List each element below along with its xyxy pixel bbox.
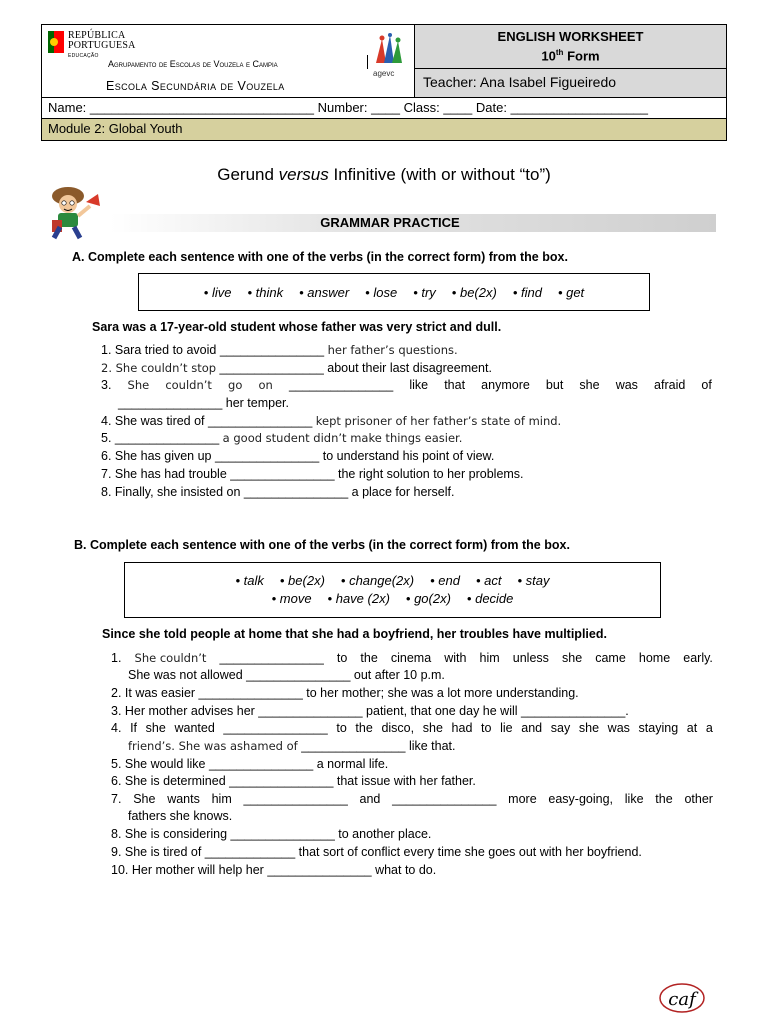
worksheet-title: ENGLISH WORKSHEET <box>497 29 644 44</box>
exercise-a-5[interactable]: 5. _______________ a good student didn’t make things easier. <box>101 431 463 445</box>
verb-item: • think <box>247 285 284 300</box>
worksheet-title-cell <box>415 25 726 69</box>
verb-item: • go(2x) <box>405 591 451 606</box>
verb-item: • be(2x) <box>451 285 497 300</box>
verb-item: • find <box>512 285 542 300</box>
portugal-flag-icon <box>48 31 64 53</box>
verb-item: • have (2x) <box>327 591 390 606</box>
module-band: Module 2: Global Youth <box>42 119 726 140</box>
exercise-a-3-cont[interactable]: _______________ her temper. <box>118 396 289 410</box>
exercise-b-3[interactable]: 3. Her mother advises her _______________ patient, that one day he will _______________. <box>111 704 629 718</box>
exercise-b-7[interactable]: 7. She wants him _______________ and _______________ more easy-going, like the other <box>111 792 713 806</box>
section-b-instruction: B. Complete each sentence with one of the verbs (in the correct form) from the box. <box>74 538 570 552</box>
section-a-verb-box <box>138 273 650 311</box>
verb-item: • answer <box>299 285 350 300</box>
verb-item: • live <box>203 285 232 300</box>
section-b-verb-box <box>124 562 661 618</box>
exercise-a-3[interactable]: 3. She couldn’t go on _______________ like that anymore but she was afraid of <box>101 378 712 392</box>
exercise-a-7[interactable]: 7. She has had trouble _______________ the right solution to her problems. <box>101 467 524 481</box>
exercise-b-2[interactable]: 2. It was easier _______________ to her mother; she was a lot more understanding. <box>111 686 579 700</box>
exercise-b-4[interactable]: 4. If she wanted _______________ to the disco, she had to lie and say she was staying at a <box>111 721 713 735</box>
exercise-a-2[interactable]: 2. She couldn’t stop _______________ about their last disagreement. <box>101 361 492 375</box>
verb-item: • be(2x) <box>279 573 325 588</box>
verb-item: • move <box>271 591 312 606</box>
exercise-b-7-cont[interactable]: fathers she knows. <box>128 809 233 823</box>
exercise-a-4[interactable]: 4. She was tired of _______________ kept prisoner of her father’s state of mind. <box>101 414 562 428</box>
agevc-logo-icon <box>372 33 406 69</box>
exercise-b-4-cont[interactable]: friend’s. She was ashamed of _______________ like that. <box>128 739 456 753</box>
republic-logo-text: REPÚBLICA PORTUGUESA <box>68 30 136 51</box>
school-info <box>42 25 415 97</box>
school-group-name: Agrupamento de Escolas de Vouzela e Campia <box>108 59 278 69</box>
republic-logo-subtitle: EDUCAÇÃO <box>68 53 99 59</box>
verb-item: • stay <box>517 573 550 588</box>
exercise-b-6[interactable]: 6. She is determined _______________ that issue with her father. <box>111 774 476 788</box>
section-a-instruction: A. Complete each sentence with one of the verbs (in the correct form) from the box. <box>72 250 568 264</box>
divider <box>367 55 368 69</box>
exercise-b-1-cont[interactable]: She was not allowed _______________ out after 10 p.m. <box>128 668 445 682</box>
exercise-a-1[interactable]: 1. Sara tried to avoid _______________ her father’s questions. <box>101 343 458 357</box>
exercise-a-8[interactable]: 8. Finally, she insisted on _______________ a place for herself. <box>101 485 455 499</box>
verb-item: • get <box>557 285 585 300</box>
exercise-b-10[interactable]: 10. Her mother will help her _______________ what to do. <box>111 863 437 877</box>
verb-item: • talk <box>235 573 264 588</box>
cartoon-boy-icon <box>42 184 108 240</box>
verb-item: • change(2x) <box>340 573 415 588</box>
caf-logo-icon <box>658 980 706 1014</box>
section-a-intro: Sara was a 17-year-old student whose father was very strict and dull. <box>92 320 502 334</box>
grammar-practice-heading: GRAMMAR PRACTICE <box>320 215 460 230</box>
verb-item: • decide <box>466 591 514 606</box>
verb-item: • act <box>475 573 502 588</box>
school-name: Escola Secundária de Vouzela <box>106 79 285 93</box>
verb-item: • lose <box>365 285 398 300</box>
worksheet-header <box>41 24 727 141</box>
page-title: Gerund versus Infinitive (with or without “to”) <box>217 165 551 184</box>
exercise-b-1[interactable]: 1. She couldn’t _______________ to the cinema with him unless she came home early. <box>111 651 713 665</box>
exercise-b-9[interactable]: 9. She is tired of _____________ that sort of conflict every time she goes out with her boyfriend. <box>111 845 642 859</box>
section-b-intro: Since she told people at home that she had a boyfriend, her troubles have multiplied. <box>102 627 607 641</box>
svg-text:caf: caf <box>668 989 696 1010</box>
exercise-b-5[interactable]: 5. She would like _______________ a normal life. <box>111 757 389 771</box>
verb-item: • try <box>413 285 436 300</box>
student-details-row[interactable]: Name: _______________________________ Number: ____ Class: ____ Date: ___________________ <box>42 97 726 119</box>
exercise-a-6[interactable]: 6. She has given up _______________ to understand his point of view. <box>101 449 495 463</box>
agevc-label: agevc <box>373 69 395 78</box>
verb-item: • end <box>430 573 460 588</box>
form-label: 10th Form <box>541 48 600 64</box>
teacher-name: Teacher: Ana Isabel Figueiredo <box>415 69 726 97</box>
exercise-b-8[interactable]: 8. She is considering _______________ to another place. <box>111 827 432 841</box>
